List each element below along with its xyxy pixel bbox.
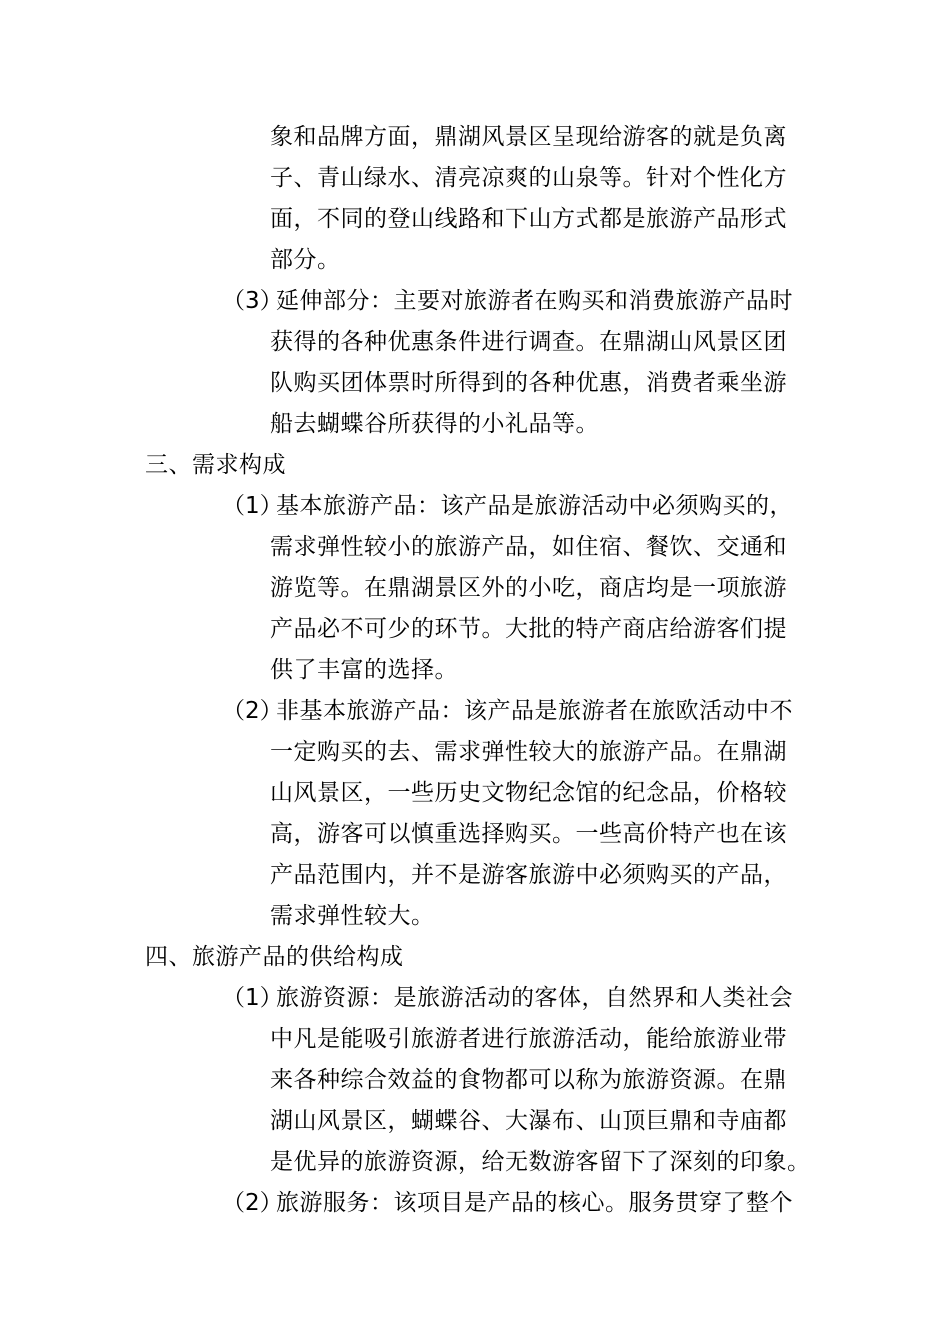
- paragraph-line: 部分。: [270, 247, 341, 273]
- paragraph-line: 获得的各种优惠条件进行调查。在鼎湖山风景区团: [270, 329, 787, 355]
- paragraph-line: 中凡是能吸引旅游者进行旅游活动，能给旅游业带: [270, 1026, 787, 1052]
- paragraph-line: 来各种综合效益的食物都可以称为旅游资源。在鼎: [270, 1067, 787, 1093]
- list-number: （2）: [222, 1190, 283, 1216]
- paragraph-line: 产品必不可少的环节。大批的特产商店给游客们提: [270, 616, 787, 642]
- list-item-first-line: 旅游资源：是旅游活动的客体，自然界和人类社会: [276, 985, 793, 1011]
- paragraph-line: 产品范围内，并不是游客旅游中必须购买的产品，: [270, 862, 787, 888]
- list-number: （1）: [222, 985, 283, 1011]
- paragraph-line: 需求弹性较小的旅游产品，如住宿、餐饮、交通和: [270, 534, 787, 560]
- list-item-first-line: 延伸部分：主要对旅游者在购买和消费旅游产品时: [276, 288, 793, 314]
- paragraph-line: 子、青山绿水、清亮凉爽的山泉等。针对个性化方: [270, 165, 787, 191]
- section-heading: 四、旅游产品的供给构成: [145, 944, 404, 970]
- list-number: （1）: [222, 493, 283, 519]
- list-item-first-line: 非基本旅游产品：该产品是旅游者在旅欧活动中不: [276, 698, 793, 724]
- section-heading: 三、需求构成: [145, 452, 286, 478]
- list-number: （3）: [222, 288, 283, 314]
- list-item-first-line: 基本旅游产品：该产品是旅游活动中必须购买的，: [276, 493, 793, 519]
- paragraph-line: 象和品牌方面，鼎湖风景区呈现给游客的就是负离: [270, 124, 787, 150]
- paragraph-line: 队购买团体票时所得到的各种优惠，消费者乘坐游: [270, 370, 787, 396]
- paragraph-line: 湖山风景区，蝴蝶谷、大瀑布、山顶巨鼎和寺庙都: [270, 1108, 787, 1134]
- paragraph-line: 需求弹性较大。: [270, 903, 435, 929]
- paragraph-line: 供了丰富的选择。: [270, 657, 458, 683]
- paragraph-line: 是优异的旅游资源，给无数游客留下了深刻的印象。: [270, 1149, 811, 1175]
- paragraph-line: 山风景区，一些历史文物纪念馆的纪念品，价格较: [270, 780, 787, 806]
- paragraph-line: 游览等。在鼎湖景区外的小吃，商店均是一项旅游: [270, 575, 787, 601]
- list-item-first-line: 旅游服务：该项目是产品的核心。服务贯穿了整个: [276, 1190, 793, 1216]
- paragraph-line: 一定购买的去、需求弹性较大的旅游产品。在鼎湖: [270, 739, 787, 765]
- paragraph-line: 高，游客可以慎重选择购买。一些高价特产也在该: [270, 821, 787, 847]
- paragraph-line: 船去蝴蝶谷所获得的小礼品等。: [270, 411, 599, 437]
- list-number: （2）: [222, 698, 283, 724]
- paragraph-line: 面，不同的登山线路和下山方式都是旅游产品形式: [270, 206, 787, 232]
